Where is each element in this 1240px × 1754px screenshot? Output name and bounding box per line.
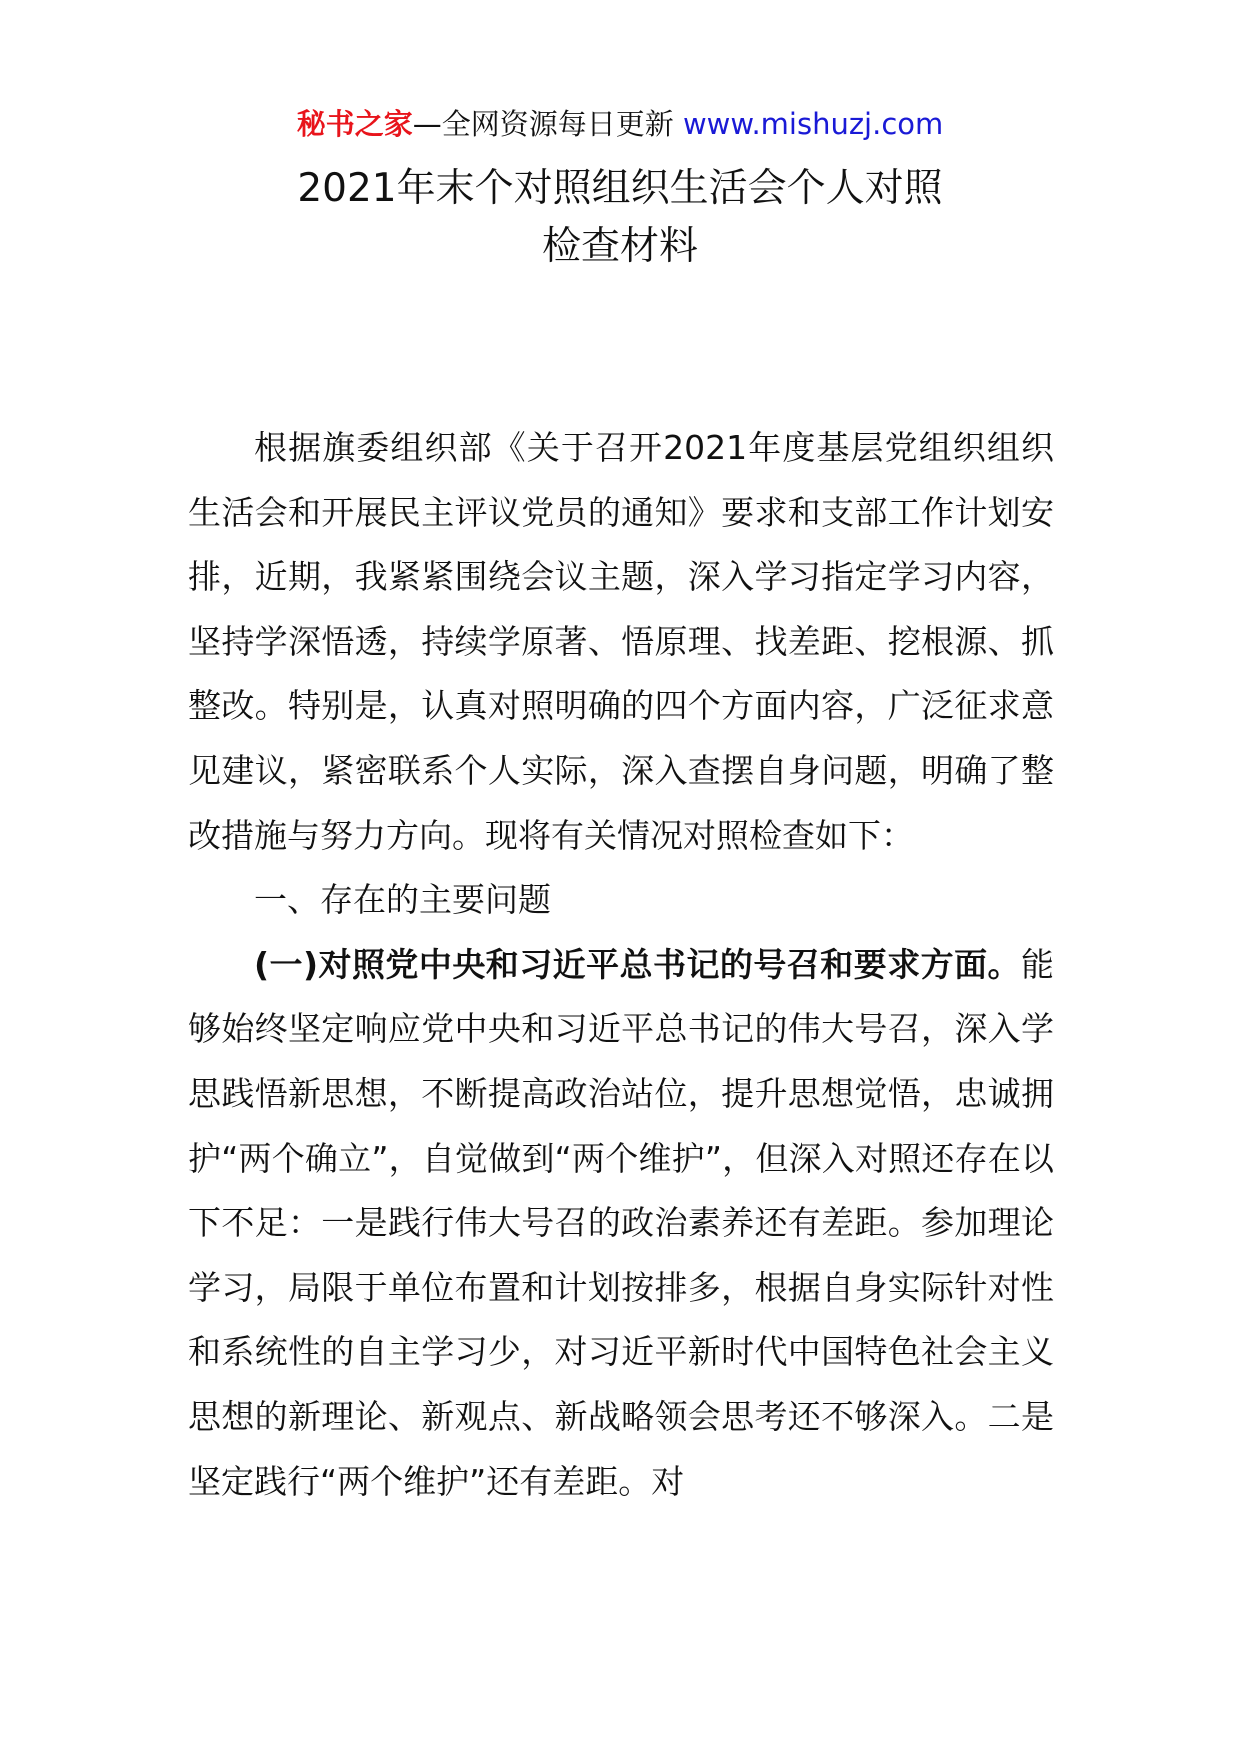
brand-name: 秘书之家 — [296, 107, 413, 141]
subsection-text: 能够始终坚定响应党中央和习近平总书记的伟大号召，深入学思践悟新思想，不断提高政治站位，提升思想觉悟，忠诚拥护“两个确立”，自觉做到“两个维护”，但深入对照还存在以下不足：一是践行伟大号召的政治素养还有差距。参加理论学习，局限于单位布置和计划按排多，根据自身实际针对性和系统性的自主学习少，对习近平新时代中国特色社会主义思想的新理论、新观点、新战略领会思考还不够深入。二是坚定践行“两个维护”还有差距。对 — [188, 944, 1054, 1501]
section-heading: 一、存在的主要问题 — [254, 880, 551, 920]
site-header — [0, 100, 1240, 148]
subsection-paragraph — [188, 933, 1054, 1514]
document-body — [188, 416, 1054, 1514]
site-tagline: —全网资源每日更新 — [412, 107, 683, 141]
site-url-link[interactable]: www.mishuzj.com — [682, 107, 944, 141]
intro-paragraph: 根据旗委组织部《关于召开2021年度基层党组织组织生活会和开展民主评议党员的通知》要求和支部工作计划安排，近期，我紧紧围绕会议主题，深入学习指定学习内容，坚持学深悟透，持续学原著、悟原理、找差距、挖根源、抓整改。特别是，认真对照明确的四个方面内容，广泛征求意见建议，紧密联系个人实际，深入查摆自身问题，明确了整改措施与努力方向。现将有关情况对照检查如下： — [188, 428, 1054, 855]
title-line-2: 检查材料 — [541, 224, 698, 269]
document-title — [0, 160, 1240, 276]
subsection-heading: (一)对照党中央和习近平总书记的号召和要求方面。 — [254, 944, 1021, 984]
title-line-1: 2021年末个对照组织生活会个人对照 — [297, 166, 943, 211]
